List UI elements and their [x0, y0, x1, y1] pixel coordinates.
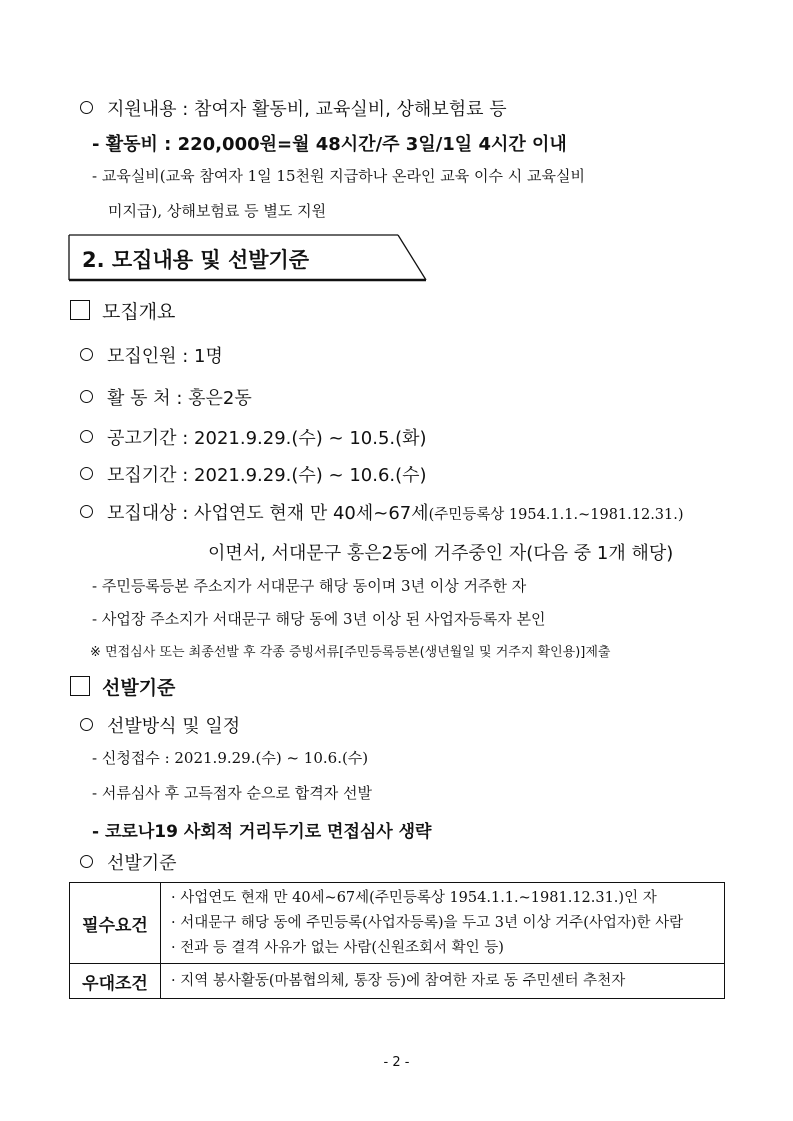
preferred-item: · 지역 봉사활동(마봄협의체, 통장 등)에 참여한 자로 동 주민센터 추천자 — [171, 972, 626, 989]
recruit-place: 활 동 처 : 홍은2동 — [107, 388, 252, 409]
circle-bullet-icon — [80, 718, 93, 731]
criteria-heading: 선발기준 — [107, 853, 177, 874]
selection-heading-line — [70, 673, 175, 700]
required-items-cell — [161, 883, 725, 964]
recruit-period: 모집기간 : 2021.9.29.(수) ~ 10.6.(수) — [107, 465, 427, 486]
table-row-required — [70, 883, 725, 964]
required-label: 필수요건 — [70, 883, 161, 964]
method-heading-line — [80, 712, 240, 738]
recruit-heading-line — [70, 297, 175, 324]
edu-line-1: - 교육실비(교육 참여자 1일 15천원 지급하나 온라인 교육 이수 시 교육실비 — [92, 167, 585, 185]
selection-screening: - 서류심사 후 고득점자 순으로 합격자 선발 — [92, 784, 373, 802]
required-item: · 전과 등 결격 사유가 없는 사람(신원조회서 확인 등) — [171, 939, 504, 956]
recruit-target-line — [80, 499, 684, 525]
required-item: · 서대문구 해당 동에 주민등록(사업자등록)을 두고 3년 이상 거주(사업자)한 사람 — [171, 914, 684, 931]
circle-bullet-icon — [80, 430, 93, 443]
selection-apply: - 신청접수 : 2021.9.29.(수) ~ 10.6.(수) — [92, 749, 369, 767]
recruit-target: 모집대상 : 사업연도 현재 만 40세~67세 — [107, 503, 429, 524]
section-title-box — [68, 234, 428, 282]
table-row-preferred — [70, 964, 725, 999]
circle-bullet-icon — [80, 101, 93, 114]
recruit-cond-1: - 주민등록등본 주소지가 서대문구 해당 동이며 3년 이상 거주한 자 — [92, 577, 527, 595]
circle-bullet-icon — [80, 467, 93, 480]
activity-fee: - 활동비 : 220,000원=월 48시간/주 3일/1일 4시간 이내 — [92, 134, 567, 155]
preferred-item-cell — [161, 964, 725, 999]
circle-bullet-icon — [80, 390, 93, 403]
circle-bullet-icon — [80, 855, 93, 868]
selection-covid: - 코로나19 사회적 거리두기로 면접심사 생략 — [92, 822, 432, 842]
preferred-label: 우대조건 — [70, 964, 161, 999]
support-line — [80, 95, 507, 121]
edu-line-2: 미지급), 상해보험료 등 별도 지원 — [108, 202, 327, 220]
recruit-count: 모집인원 : 1명 — [107, 346, 223, 367]
square-bullet-icon — [70, 676, 90, 696]
recruit-heading: 모집개요 — [102, 301, 176, 323]
page-number: - 2 - — [383, 1055, 410, 1070]
square-bullet-icon — [70, 300, 90, 320]
circle-bullet-icon — [80, 505, 93, 518]
recruit-target-cont: 이면서, 서대문구 홍은2동에 거주중인 자(다음 중 1개 해당) — [208, 543, 674, 564]
required-item: · 사업연도 현재 만 40세~67세(주민등록상 1954.1.1.~1981.12.31.)인 자 — [171, 889, 657, 906]
recruit-place-line — [80, 384, 252, 410]
recruit-notice: 공고기간 : 2021.9.29.(수) ~ 10.5.(화) — [107, 428, 427, 449]
criteria-heading-line — [80, 849, 177, 875]
recruit-note: ※ 면접심사 또는 최종선발 후 각종 증빙서류[주민등록등본(생년월일 및 거주지 확인용)]제출 — [90, 645, 611, 660]
recruit-notice-line — [80, 424, 427, 450]
circle-bullet-icon — [80, 348, 93, 361]
recruit-cond-2: - 사업장 주소지가 서대문구 해당 동에 3년 이상 된 사업자등록자 본인 — [92, 610, 546, 628]
selection-heading: 선발기준 — [102, 677, 176, 699]
criteria-table — [69, 882, 725, 999]
recruit-target-sub: (주민등록상 1954.1.1.~1981.12.31.) — [428, 507, 684, 523]
section-title: 2. 모집내용 및 선발기준 — [82, 248, 310, 272]
support-main: 지원내용 : 참여자 활동비, 교육실비, 상해보험료 등 — [107, 99, 507, 120]
recruit-count-line — [80, 342, 223, 368]
method-heading: 선발방식 및 일정 — [107, 716, 241, 737]
recruit-period-line — [80, 461, 427, 487]
